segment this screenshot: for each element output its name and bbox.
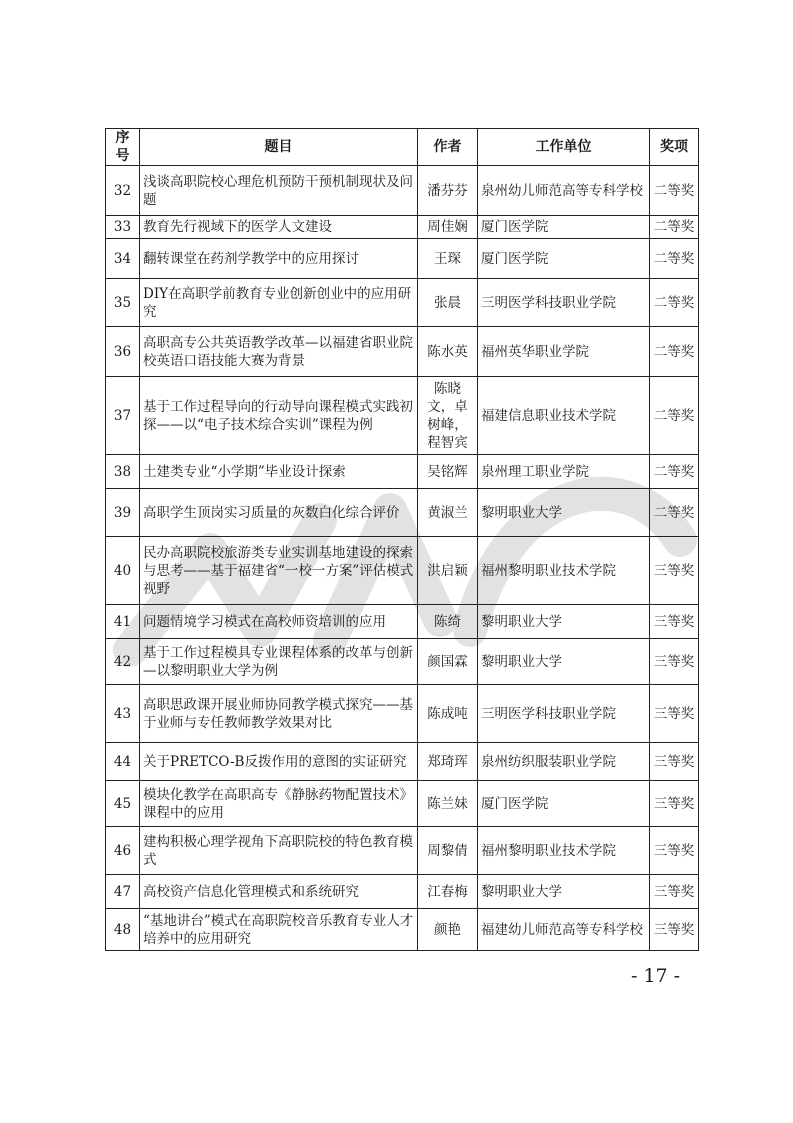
cell-author: 陈晓文，卓树峰，程智宾	[418, 377, 478, 455]
cell-no: 44	[106, 743, 140, 781]
cell-unit: 黎明职业大学	[478, 489, 650, 537]
table-row	[106, 377, 699, 455]
cell-no: 33	[106, 216, 140, 239]
cell-unit: 福州黎明职业技术学院	[478, 827, 650, 875]
cell-no: 38	[106, 455, 140, 489]
cell-unit: 黎明职业大学	[478, 605, 650, 639]
cell-no: 47	[106, 875, 140, 909]
cell-unit: 福州英华职业学院	[478, 327, 650, 377]
cell-no: 32	[106, 166, 140, 216]
cell-unit: 三明医学科技职业学院	[478, 685, 650, 743]
header-author: 作者	[418, 129, 478, 166]
table-row	[106, 685, 699, 743]
cell-award: 二等奖	[650, 216, 699, 239]
cell-unit: 福建信息职业技术学院	[478, 377, 650, 455]
table-row	[106, 639, 699, 685]
table-row	[106, 489, 699, 537]
cell-award: 三等奖	[650, 605, 699, 639]
cell-no: 35	[106, 279, 140, 327]
cell-title: 教育先行视域下的医学人文建设	[140, 216, 418, 239]
cell-title: 模块化教学在高职高专《静脉药物配置技术》课程中的应用	[140, 781, 418, 827]
cell-author: 江春梅	[418, 875, 478, 909]
table-row	[106, 605, 699, 639]
header-title: 题目	[140, 129, 418, 166]
cell-award: 三等奖	[650, 781, 699, 827]
cell-author: 潘芬芬	[418, 166, 478, 216]
header-award: 奖项	[650, 129, 699, 166]
table-row	[106, 239, 699, 279]
cell-unit: 黎明职业大学	[478, 639, 650, 685]
cell-author: 颜国霖	[418, 639, 478, 685]
table-row	[106, 743, 699, 781]
cell-no: 41	[106, 605, 140, 639]
cell-unit: 福州黎明职业技术学院	[478, 537, 650, 605]
cell-unit: 泉州幼儿师范高等专科学校	[478, 166, 650, 216]
cell-title: 高校资产信息化管理模式和系统研究	[140, 875, 418, 909]
cell-award: 二等奖	[650, 455, 699, 489]
cell-title: 民办高职院校旅游类专业实训基地建设的探索与思考——基于福建省“一校一方案”评估模式视野	[140, 537, 418, 605]
cell-unit: 福建幼儿师范高等专科学校	[478, 909, 650, 951]
cell-award: 二等奖	[650, 377, 699, 455]
cell-unit: 泉州纺织服装职业学院	[478, 743, 650, 781]
table-row	[106, 216, 699, 239]
cell-unit: 厦门医学院	[478, 239, 650, 279]
cell-title: 高职思政课开展业师协同教学模式探究——基于业师与专任教师教学效果对比	[140, 685, 418, 743]
cell-no: 42	[106, 639, 140, 685]
cell-author: 郑琦珲	[418, 743, 478, 781]
cell-no: 34	[106, 239, 140, 279]
cell-award: 二等奖	[650, 279, 699, 327]
cell-title: 基于工作过程模具专业课程体系的改革与创新—以黎明职业大学为例	[140, 639, 418, 685]
header-no: 序号	[106, 129, 140, 166]
cell-award: 二等奖	[650, 166, 699, 216]
cell-title: 关于PRETCO-B反拨作用的意图的实证研究	[140, 743, 418, 781]
cell-author: 陈成吨	[418, 685, 478, 743]
cell-no: 36	[106, 327, 140, 377]
cell-award: 三等奖	[650, 909, 699, 951]
cell-award: 二等奖	[650, 489, 699, 537]
cell-unit: 厦门医学院	[478, 781, 650, 827]
table-row	[106, 827, 699, 875]
cell-author: 周佳娴	[418, 216, 478, 239]
cell-title: DIY在高职学前教育专业创新创业中的应用研究	[140, 279, 418, 327]
cell-no: 48	[106, 909, 140, 951]
awards-table	[105, 128, 699, 951]
cell-author: 黄淑兰	[418, 489, 478, 537]
table-header-row	[106, 129, 699, 166]
cell-unit: 厦门医学院	[478, 216, 650, 239]
cell-unit: 黎明职业大学	[478, 875, 650, 909]
table-row	[106, 537, 699, 605]
cell-award: 三等奖	[650, 685, 699, 743]
cell-author: 陈绮	[418, 605, 478, 639]
cell-title: 土建类专业“小学期”毕业设计探索	[140, 455, 418, 489]
cell-no: 46	[106, 827, 140, 875]
cell-award: 三等奖	[650, 743, 699, 781]
cell-title: 基于工作过程导向的行动导向课程模式实践初探——以“电子技术综合实训”课程为例	[140, 377, 418, 455]
cell-title: 浅谈高职院校心理危机预防干预机制现状及问题	[140, 166, 418, 216]
cell-no: 45	[106, 781, 140, 827]
cell-author: 王琛	[418, 239, 478, 279]
cell-award: 二等奖	[650, 327, 699, 377]
cell-award: 三等奖	[650, 875, 699, 909]
cell-no: 43	[106, 685, 140, 743]
cell-title: 高职高专公共英语教学改革—以福建省职业院校英语口语技能大赛为背景	[140, 327, 418, 377]
cell-author: 吴铭辉	[418, 455, 478, 489]
cell-no: 37	[106, 377, 140, 455]
cell-unit: 泉州理工职业学院	[478, 455, 650, 489]
cell-title: 问题情境学习模式在高校师资培训的应用	[140, 605, 418, 639]
cell-no: 40	[106, 537, 140, 605]
table-row	[106, 781, 699, 827]
cell-author: 张晨	[418, 279, 478, 327]
cell-award: 三等奖	[650, 537, 699, 605]
cell-title: “基地讲台”模式在高职院校音乐教育专业人才培养中的应用研究	[140, 909, 418, 951]
page-number: - 17 -	[631, 965, 681, 987]
table-row	[106, 909, 699, 951]
cell-author: 周黎倩	[418, 827, 478, 875]
cell-unit: 三明医学科技职业学院	[478, 279, 650, 327]
cell-author: 陈兰妹	[418, 781, 478, 827]
cell-award: 二等奖	[650, 239, 699, 279]
cell-author: 颜艳	[418, 909, 478, 951]
cell-author: 洪启颖	[418, 537, 478, 605]
header-unit: 工作单位	[478, 129, 650, 166]
table-row	[106, 875, 699, 909]
cell-author: 陈水英	[418, 327, 478, 377]
table-body	[106, 166, 699, 951]
table-row	[106, 455, 699, 489]
table-row	[106, 327, 699, 377]
cell-award: 三等奖	[650, 639, 699, 685]
cell-no: 39	[106, 489, 140, 537]
cell-title: 建构积极心理学视角下高职院校的特色教育模式	[140, 827, 418, 875]
cell-award: 三等奖	[650, 827, 699, 875]
table-row	[106, 166, 699, 216]
table-row	[106, 279, 699, 327]
cell-title: 翻转课堂在药剂学教学中的应用探讨	[140, 239, 418, 279]
cell-title: 高职学生顶岗实习质量的灰数白化综合评价	[140, 489, 418, 537]
